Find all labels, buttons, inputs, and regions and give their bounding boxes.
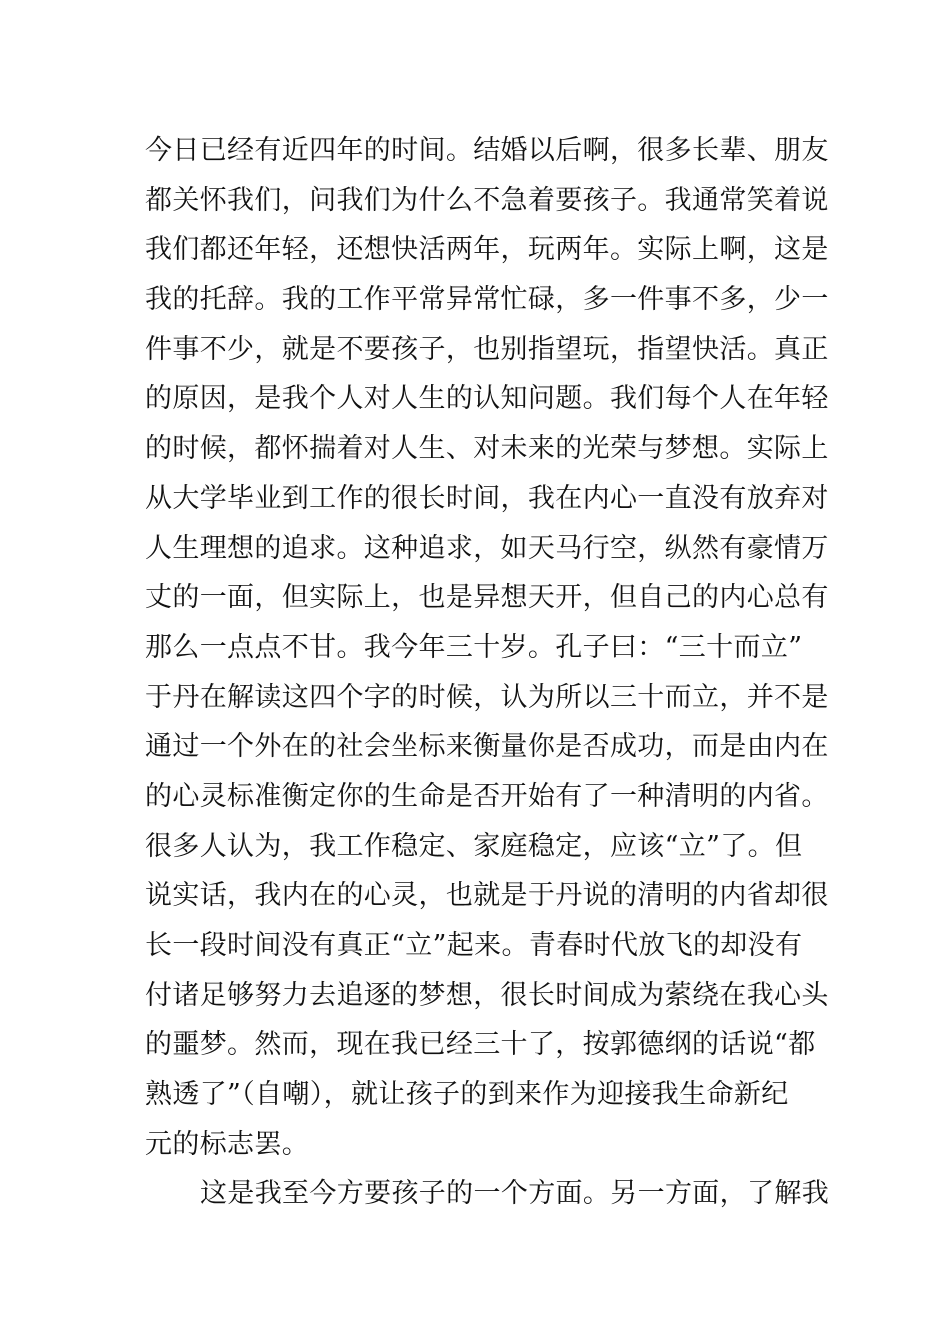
- paragraph-1: [145, 126, 829, 1169]
- body-text: [145, 126, 830, 1219]
- paragraph-2: [145, 1169, 830, 1219]
- text-line: 从大学毕业到工作的很长时间，我在内心一直没有放弃对: [145, 482, 829, 514]
- text-line: 元的标志罢。: [145, 1128, 310, 1160]
- text-line: 件事不少，就是不要孩子，也别指望玩，指望快活。真正: [145, 333, 829, 365]
- text-line: 说实话，我内在的心灵，也就是于丹说的清明的内省却很: [145, 880, 829, 912]
- text-line: 于丹在解读这四个字的时候，认为所以三十而立，并不是: [145, 681, 829, 713]
- text-line: 付诸足够努力去追逐的梦想，很长时间成为萦绕在我心头: [145, 979, 829, 1011]
- text-line: 我们都还年轻，还想快活两年，玩两年。实际上啊，这是: [145, 234, 829, 266]
- text-line: 我的托辞。我的工作平常异常忙碌，多一件事不多，少一: [145, 284, 829, 316]
- text-line: 的原因，是我个人对人生的认知问题。我们每个人在年轻: [145, 383, 829, 415]
- text-line: 这是我至今方要孩子的一个方面。另一方面，了解我: [200, 1178, 830, 1210]
- text-line: 熟透了”（自嘲），就让孩子的到来作为迎接我生命新纪: [145, 1079, 789, 1111]
- text-line: 很多人认为，我工作稳定、家庭稳定，应该“立”了。但: [145, 830, 803, 862]
- text-line: 都关怀我们，问我们为什么不急着要孩子。我通常笑着说: [145, 184, 829, 216]
- text-line: 的时候，都怀揣着对人生、对未来的光荣与梦想。实际上: [145, 433, 829, 465]
- text-line: 长一段时间没有真正“立”起来。青春时代放飞的却没有: [145, 930, 803, 961]
- text-line: 人生理想的追求。这种追求，如天马行空，纵然有豪情万: [145, 532, 829, 564]
- text-line: 那么一点点不甘。我今年三十岁。孔子曰：“三十而立”: [145, 631, 803, 663]
- text-line: 的噩梦。然而，现在我已经三十了，按郭德纲的话说“都: [145, 1029, 816, 1061]
- text-line: 的心灵标准衡定你的生命是否开始有了一种清明的内省。: [145, 780, 829, 812]
- text-line: 丈的一面，但实际上，也是异想天开，但自己的内心总有: [145, 582, 829, 614]
- text-line: 今日已经有近四年的时间。结婚以后啊，很多长辈、朋友: [145, 135, 829, 166]
- text-line: 通过一个外在的社会坐标来衡量你是否成功，而是由内在: [145, 731, 829, 763]
